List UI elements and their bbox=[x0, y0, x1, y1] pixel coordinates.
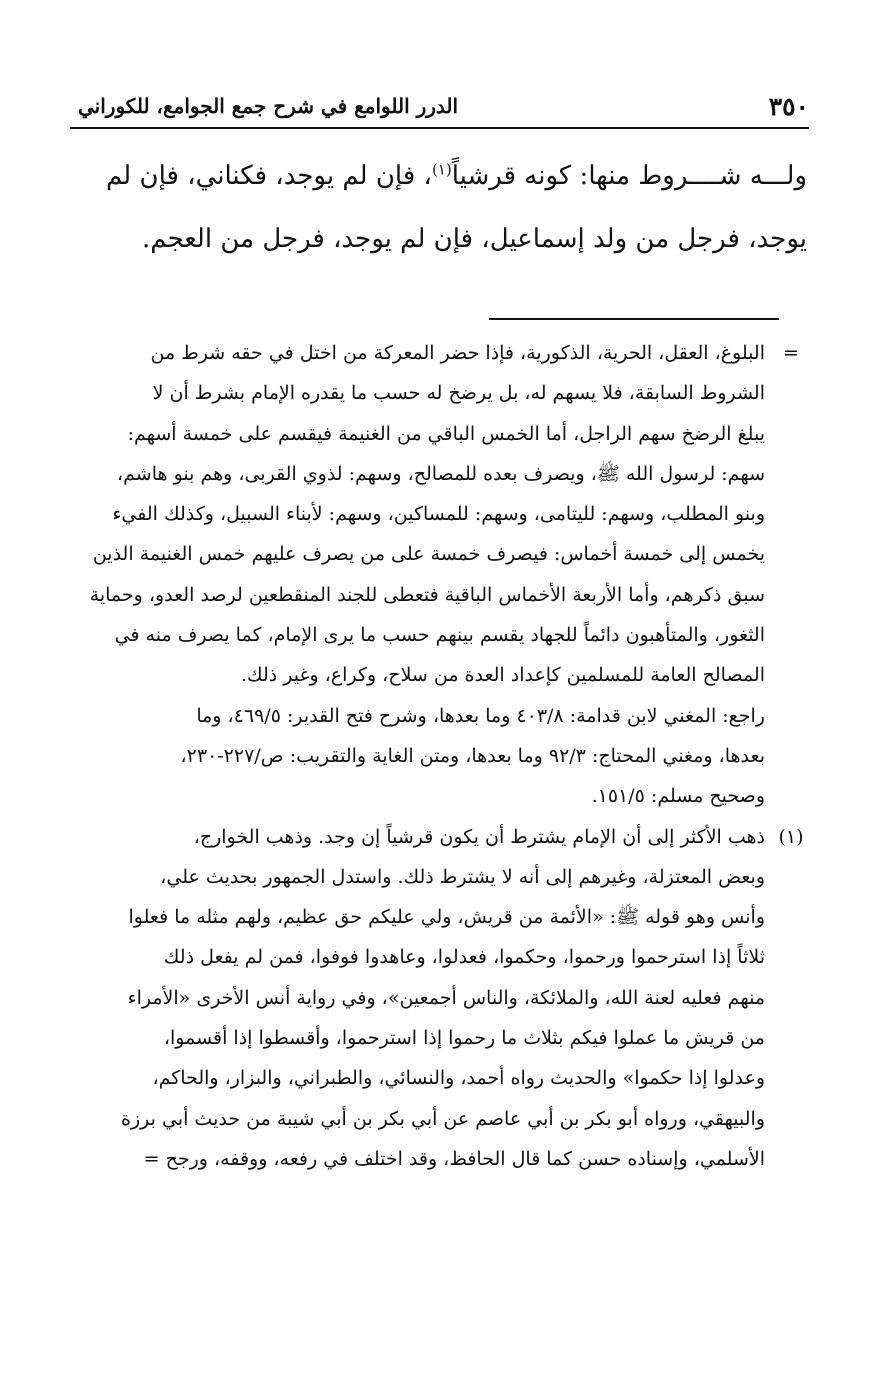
page-number: ٣٥٠ bbox=[768, 92, 809, 121]
footnote-line: ثلاثاً إذا استرحموا ورحموا، وحكموا، فعدلوا، وعاهدوا فوفوا، فمن لم يفعل ذلك bbox=[163, 946, 765, 969]
footnote-line: الأسلمي، وإسناده حسن كما قال الحافظ، وقد اختلف في رفعه، ووقفه، ورجح = bbox=[143, 1147, 765, 1170]
footnotes bbox=[60, 333, 807, 1179]
header-rule bbox=[70, 127, 809, 129]
footnote-line: يبلغ الرضخ سهم الراجل، أما الخمس الباقي من الغنيمة فيقسم على خمسة أسهم: bbox=[127, 422, 765, 445]
main-line bbox=[58, 145, 807, 208]
footnote-text bbox=[60, 817, 765, 1180]
footnote-text bbox=[60, 333, 765, 817]
footnote-line: والبيهقي، ورواه أبو بكر بن أبي عاصم عن أبي بكر بن أبي شيبة من حديث أبي برزة bbox=[121, 1107, 765, 1130]
footnote-line: البلوغ، العقل، الحرية، الذكورية، فإذا حضر المعركة من اختل في حقه شرط من bbox=[150, 342, 765, 364]
footnote-continuation bbox=[60, 333, 807, 817]
page-header bbox=[70, 92, 809, 126]
footnote-line: سهم: لرسول الله ﷺ، ويصرف بعده للمصالح، وسهم: لذوي القربى، وهم بنو هاشم، bbox=[117, 462, 765, 485]
footnote-line: من قريش ما عملوا فيكم بثلاث ما رحموا إذا استرحموا، وأقسطوا إذا أقسموا، bbox=[163, 1027, 765, 1050]
main-line: يوجد، فرجل من ولد إسماعيل، فإن لم يوجد، فرجل من العجم. bbox=[142, 224, 807, 254]
footnote-line: المصالح العامة للمسلمين كإعداد العدة من سلاح، وكراع، وغير ذلك. bbox=[240, 664, 765, 687]
footnote-line: وصحيح مسلم: ١٥١/٥. bbox=[591, 785, 765, 808]
footnote-1 bbox=[60, 817, 807, 1180]
footnote-line: يخمس إلى خمسة أخماس: فيصرف خمسة على من يصرف عليهم خمس الغنيمة الذين bbox=[92, 543, 765, 566]
footnote-line: وعدلوا إذا حكموا» والحديث رواه أحمد، والنسائي، والطبراني، والبزار، والحاكم، bbox=[152, 1067, 765, 1090]
footnote-line: وبعض المعتزلة، وغيرهم إلى أنه لا يشترط ذلك. واستدل الجمهور بحديث علي، bbox=[160, 865, 765, 888]
footnote-line: بعدها، ومغني المحتاج: ٩٢/٣ وما بعدها، ومتن الغاية والتقريب: ص/٢٢٧-٢٣٠، bbox=[180, 744, 765, 767]
footnote-line: وأنس وهو قوله ﷺ: «الأئمة من قريش، ولي عليكم حق عظيم، ولهم مثله ما فعلوا bbox=[128, 906, 765, 929]
footnote-line: راجع: المغني لابن قدامة: ٤٠٣/٨ وما بعدها، وشرح فتح القدير: ٤٦٩/٥، وما bbox=[196, 704, 765, 727]
footnote-line: الثغور، والمتأهبون دائماً للجهاد يقسم بينهم حسب ما يرى الإمام، كما يصرف منه في bbox=[114, 624, 765, 647]
footnote-marker: (١) bbox=[431, 160, 452, 179]
footnote-line: وبنو المطلب، وسهم: لليتامى، وسهم: للمساكين، وسهم: لأبناء السبيل، وكذلك الفيء bbox=[112, 503, 765, 526]
main-line-text: ولـــه شــــروط منها: كونه قرشياً bbox=[451, 161, 807, 191]
running-title: الدرر اللوامع في شرح جمع الجوامع، للكوراني bbox=[78, 94, 459, 118]
main-line-text: ، فإن لم يوجد، فكناني، فإن لم bbox=[105, 161, 432, 191]
footnote-line: ذهب الأكثر إلى أن الإمام يشترط أن يكون قرشياً إن وجد. وذهب الخوارج، bbox=[193, 825, 765, 848]
footnote-line: منهم فعليه لعنة الله، والملائكة، والناس أجمعين»، وفي رواية أنس الأخرى «الأمراء bbox=[127, 986, 765, 1009]
footnote-separator bbox=[489, 318, 779, 320]
main-text bbox=[58, 145, 807, 271]
footnote-line: سبق ذكرهم، وأما الأربعة الأخماس الباقية فتعطى للجند المنقطعين لرصد العدو، وحماية bbox=[89, 583, 765, 606]
continuation-mark: = bbox=[783, 342, 799, 364]
footnote-label: (١) bbox=[778, 825, 804, 848]
footnote-line: الشروط السابقة، فلا يسهم له، بل يرضخ له حسب ما يقدره الإمام بشرط أن لا bbox=[152, 382, 765, 405]
